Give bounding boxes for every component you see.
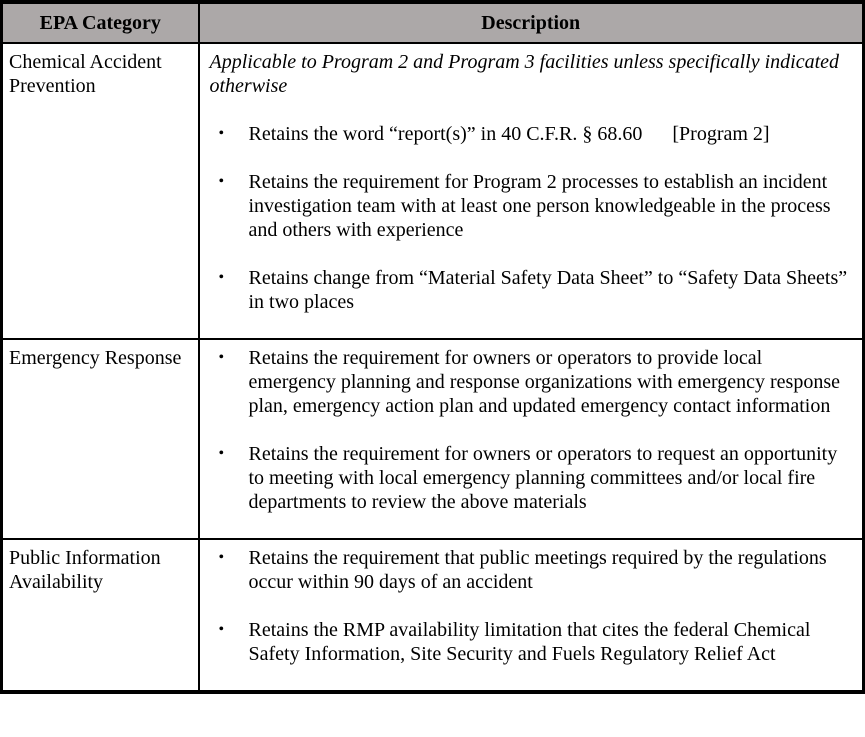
description-header-cell: Description bbox=[199, 2, 864, 43]
bullet-icon: • bbox=[218, 549, 225, 566]
epa-category-header-cell: EPA Category bbox=[2, 2, 199, 43]
header-row bbox=[2, 2, 864, 43]
bullet-text: Retains the requirement for Program 2 processes to establish an incident investigation team with at least one person knowledgeable in the process and others with experience bbox=[248, 171, 836, 241]
bullet-text: Retains the word “report(s)” in 40 C.F.R. § 68.60 [Program 2] bbox=[248, 123, 770, 145]
bullet-item bbox=[210, 346, 853, 418]
bullet-text: Retains the requirement for owners or operators to provide local emergency planning and response organizations with emergency response plan, emergency action plan and updated emergency contact information bbox=[248, 347, 845, 417]
bullet-item bbox=[210, 546, 853, 594]
category-cell: Public Information Availability bbox=[2, 539, 199, 692]
bullet-text: Retains change from “Material Safety Data Sheet” to “Safety Data Sheets” in two places bbox=[248, 267, 853, 313]
category-cell: Emergency Response bbox=[2, 339, 199, 539]
table-row bbox=[2, 539, 864, 692]
bullet-icon: • bbox=[218, 349, 225, 366]
bullet-item bbox=[210, 442, 853, 514]
bullet-icon: • bbox=[218, 445, 225, 462]
table-row bbox=[2, 43, 864, 339]
table-row bbox=[2, 339, 864, 539]
description-cell bbox=[199, 43, 864, 339]
bullet-text: Retains the requirement for owners or operators to request an opportunity to meeting with local emergency planning committees and/or local fire departments to review the above materials bbox=[248, 443, 843, 513]
category-cell: Chemical Accident Prevention bbox=[2, 43, 199, 339]
bullet-icon: • bbox=[218, 269, 225, 286]
description-cell bbox=[199, 339, 864, 539]
bullet-text: Retains the RMP availability limitation that cites the federal Chemical Safety Information, Site Security and Fuels Regulatory Relief Act bbox=[248, 619, 816, 665]
bullet-item bbox=[210, 170, 853, 242]
applicability-note: Applicable to Program 2 and Program 3 facilities unless specifically indicated otherwise bbox=[209, 51, 840, 97]
description-cell bbox=[199, 539, 864, 692]
bullet-text: Retains the requirement that public meetings required by the regulations occur within 90 days of an accident bbox=[248, 547, 832, 593]
bullet-item bbox=[210, 618, 853, 666]
bullet-icon: • bbox=[218, 173, 225, 190]
bullet-item bbox=[210, 266, 853, 314]
bullet-item bbox=[210, 122, 853, 146]
table-body bbox=[2, 43, 864, 692]
bullet-icon: • bbox=[218, 621, 225, 638]
bullet-icon: • bbox=[218, 125, 225, 142]
